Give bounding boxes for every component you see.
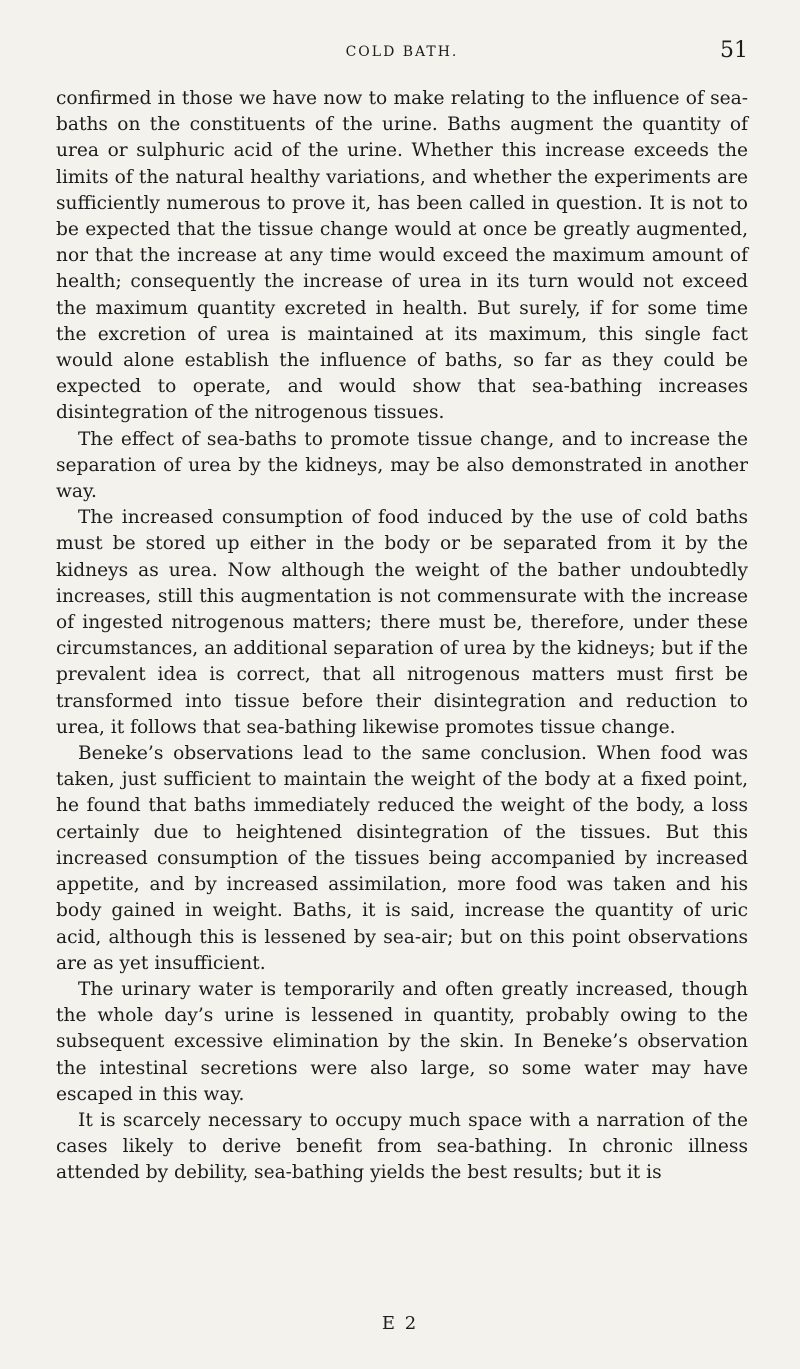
- page-header: [56, 38, 748, 84]
- paragraph: The urinary water is temporarily and often greatly increased, though the whole day’s urine is lessened in quantity, probably owing to the subsequent excessive elimination by the skin. In Beneke’s observation the intestinal secretions were also large, so some water may have escaped in this way.: [56, 978, 748, 1105]
- running-head: COLD BATH.: [345, 44, 459, 60]
- paragraph: confirmed in those we have now to make relating to the influence of sea-baths on the constituents of the urine. Baths augment the quantity of urea or sulphuric acid of the urine. Whether this increase exceeds the limits of the natural healthy variations, and whether the experiments are sufficiently numerous to prove it, has been called in question. It is not to be expected that the tissue change would at once be greatly augmented, nor that the increase at any time would exceed the maximum amount of health; consequently the increase of urea in its turn would not exceed the maximum quantity excreted in health. But surely, if for some time the excretion of urea is maintained at its maximum, this single fact would alone establish the influence of baths, so far as they could be expected to operate, and would show that sea-bathing increases disintegration of the nitrogenous tissues.: [56, 88, 748, 424]
- paragraph: Beneke’s observations lead to the same conclusion. When food was taken, just sufficient to maintain the weight of the body at a fixed point, he found that baths immediately reduced the weight of the body, a loss certainly due to heightened disintegration of the tissues. But this increased consumption of the tissues being accompanied by increased appetite, and by increased assimilation, more food was taken and his body gained in weight. Baths, it is said, increase the quantity of uric acid, although this is lessened by sea-air; but on this point observations are as yet insufficient.: [56, 743, 748, 974]
- paragraph: It is scarcely necessary to occupy much space with a narration of the cases likely to derive benefit from sea-bathing. In chronic illness attended by debility, sea-bathing yields the best results; but it is: [56, 1109, 748, 1184]
- paragraph: The increased consumption of food induced by the use of cold baths must be stored up either in the body or be separated from it by the kidneys as urea. Now although the weight of the bather undoubtedly increases, still this augmentation is not commensurate with the increase of ingested nitrogenous matters; there must be, therefore, under these circumstances, an additional separation of urea by the kidneys; but if the prevalent idea is correct, that all nitrogenous matters must first be transformed into tissue before their disintegration and reduction to urea, it follows that sea-bathing likewise promotes tissue change.: [56, 507, 748, 738]
- signature-mark: E 2: [381, 1313, 419, 1334]
- page-number: 51: [720, 38, 748, 63]
- paragraph: The effect of sea-baths to promote tissue change, and to increase the separation of urea by the kidneys, may be also demonstrated in another way.: [56, 428, 748, 503]
- body-text: [56, 86, 748, 1187]
